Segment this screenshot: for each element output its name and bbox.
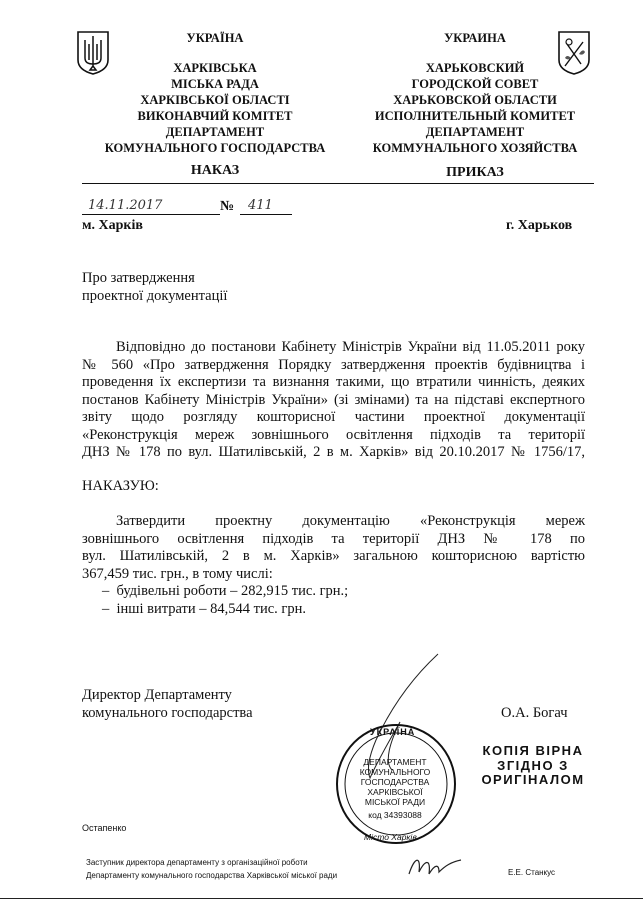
preamble-line: ДНЗ № 178 по вул. Шатилівській, 2 в м. Харків» від 20.10.2017 № 1756/17,	[82, 444, 585, 460]
header-ua-line: МІСЬКА РАДА	[171, 77, 259, 91]
order-line: Затвердити проектну документацію «Реконструкція мереж	[116, 513, 585, 529]
footer-signature	[405, 852, 465, 887]
number-sign: №	[220, 199, 235, 214]
stamp-top: УКРАЇНА	[370, 727, 416, 737]
header-ua-line: ХАРКІВСЬКОЇ ОБЛАСТІ	[140, 93, 290, 107]
subject-line: Про затвердження	[82, 270, 195, 286]
header-ua-line: КОМУНАЛЬНОГО ГОСПОДАРСТВА	[104, 141, 326, 155]
signature-title-line: комунального господарства	[82, 704, 253, 721]
cost-item-dash: –	[102, 600, 110, 617]
cost-item	[82, 601, 585, 619]
header-ua-country: УКРАЇНА	[186, 31, 244, 45]
preamble-line: звіту щодо розгляду кошторисної частини проектної документації	[82, 409, 585, 425]
preamble-line: постанов Кабінету Міністрів України» (зі змінами) та на підставі експертного	[82, 391, 585, 408]
cost-item	[82, 583, 585, 601]
footer-title	[86, 856, 337, 882]
order-number: 411	[248, 198, 273, 213]
signatory-name: О.А. Богач	[501, 705, 568, 721]
header-ru-line: ГОРОДСКОЙ СОВЕТ	[411, 77, 539, 91]
subject-line: проектної документації	[82, 287, 228, 304]
page-bottom-edge	[0, 898, 643, 899]
header-ru-line: КОММУНАЛЬНОГО ХОЗЯЙСТВА	[372, 141, 578, 155]
header-ua	[95, 30, 335, 156]
cost-item-dash: –	[102, 583, 110, 599]
stamp-line: ГОСПОДАРСТВА	[360, 777, 430, 787]
header-ru	[355, 30, 595, 156]
order-line: вул. Шатилівській, 2 в м. Харків» загальною кошторисною вартістю	[82, 548, 585, 564]
stamp-text	[350, 757, 440, 820]
city-ua: м. Харків	[82, 218, 143, 233]
subject	[82, 270, 227, 305]
header-ru-line: ИСПОЛНИТЕЛЬНЫЙ КОМИТЕТ	[374, 109, 576, 123]
preamble	[82, 339, 585, 462]
header-ru-country: УКРАИНА	[444, 31, 506, 45]
city-ru: г. Харьков	[506, 218, 573, 233]
order-line: 367,459 тис. грн., в тому числі:	[82, 565, 273, 582]
footer-name: Е.Е. Станкус	[508, 868, 556, 877]
doc-type-ua: НАКАЗ	[190, 163, 240, 178]
order-body	[82, 513, 585, 618]
header-ua-line: ДЕПАРТАМЕНТ	[165, 125, 265, 139]
preamble-line: проведення їх експертизи та визнання такими, що втратили чинність, деяких	[82, 374, 585, 390]
cost-item-text: інші витрати – 84,544 тис. грн.	[116, 600, 306, 617]
stamp-line: ХАРКІВСЬКОЇ	[367, 787, 423, 797]
stamp-line: ДЕПАРТАМЕНТ	[363, 757, 427, 767]
order-line: зовнішнього освітлення підходів та території ДНЗ № 178 по	[82, 530, 585, 547]
header-ru-line: ХАРЬКОВСКОЙ ОБЛАСТИ	[393, 93, 557, 107]
header-ru-line: ДЕПАРТАМЕНТ	[425, 125, 525, 139]
footer-line: Заступник директора департаменту з організаційної роботи	[86, 858, 308, 867]
certified-copy-line: ОРИГІНАЛОМ	[481, 772, 585, 787]
stamp-bottom: Місто Харків	[364, 832, 417, 842]
header-ua-line: ХАРКІВСЬКА	[173, 61, 257, 75]
certified-copy-stamp	[474, 744, 592, 788]
command-heading: НАКАЗУЮ:	[82, 478, 159, 494]
stamp-line: МІСЬКОЇ РАДИ	[364, 797, 426, 807]
header-divider	[82, 183, 594, 184]
certified-copy-line: КОПІЯ ВІРНА	[482, 743, 584, 758]
stamp-line: код 34393088	[368, 810, 422, 820]
header-ru-line: ХАРЬКОВСКИЙ	[425, 61, 525, 75]
certified-copy-line: ЗГІДНО З	[497, 757, 569, 773]
stamp-line: КОМУНАЛЬНОГО	[359, 767, 431, 777]
order-date: 14.11.2017	[88, 198, 163, 213]
date-underline	[82, 214, 220, 215]
signature-title	[82, 687, 253, 722]
signature-title-line: Директор Департаменту	[82, 687, 232, 703]
preamble-line: Відповідно до постанови Кабінету Міністрів України від 11.05.2011 року	[116, 339, 585, 355]
cost-item-text: будівельні роботи – 282,915 тис. грн.;	[116, 583, 349, 599]
doc-type-ru: ПРИКАЗ	[446, 165, 504, 180]
preamble-line: № 560 «Про затвердження Порядку затвердження проектів будівництва і	[82, 356, 585, 373]
number-underline	[240, 214, 292, 215]
executor-name: Остапенко	[82, 823, 127, 833]
preamble-line: «Реконструкція мереж зовнішнього освітлення підходів та території	[82, 426, 585, 443]
header-ua-line: ВИКОНАВЧИЙ КОМІТЕТ	[137, 109, 293, 123]
footer-line: Департаменту комунального господарства Харківської міської ради	[86, 871, 338, 880]
